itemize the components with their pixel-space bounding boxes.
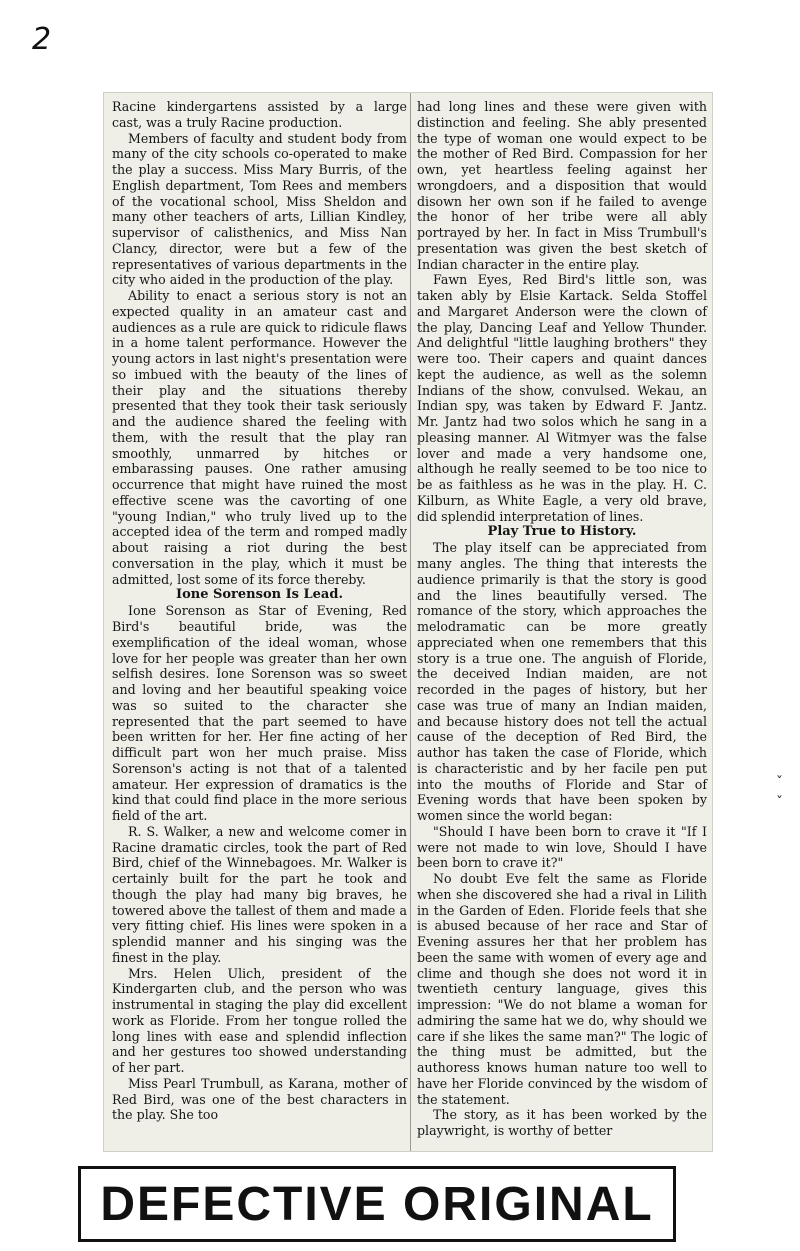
article-paragraph: The story, as it has been worked by the playwright, is worthy of better (417, 1107, 707, 1138)
article-paragraph: Miss Pearl Trumbull, as Karana, mother of Red Bird, was one of the best characters in the play. She too (112, 1075, 407, 1123)
column-divider (410, 93, 411, 1151)
article-column-right (417, 99, 707, 1139)
article-paragraph: Racine kindergartens assisted by a large cast, was a truly Racine production. (112, 99, 407, 130)
article-paragraph: Fawn Eyes, Red Bird's little son, was taken ably by Elsie Kartack. Selda Stoffel and Margaret Anderson were the clown of the play, Dancing Leaf and Yellow Thunder. And delightful "little laughing brothers" they were too. Their capers and quaint dances kept the audience, as well as the solemn Indians of the show, convulsed. Wekau, an Indian spy, was taken by Edward F. Jantz. Mr. Jantz had two solos which he sang in a pleasing manner. Al Witmyer was the false lover and made a very handsome one, although he really seemed to be too nice to be as faithless as he was in the play. H. C. Kilburn, as White Eagle, a very old brave, did splendid interpretation of lines. (417, 272, 707, 524)
defective-original-stamp (78, 1166, 676, 1242)
article-paragraph: "Should I have been born to crave it "If I were not made to win love, Should I have been born to crave it?" (417, 823, 707, 871)
article-column-left (112, 99, 407, 1123)
section-heading: Play True to History. (487, 524, 637, 540)
article-paragraph: The play itself can be appreciated from many angles. The thing that interests the audience primarily is that the story is good and the lines beautifully versed. The romance of the story, which approaches the melodramatic can be more greatly appreciated when one remembers that this story is a true one. The anguish of Floride, the deceived Indian maiden, are not recorded in the pages of history, but her case was true of many an Indian maiden, and because history does not tell the actual cause of the deception of Red Bird, the author has taken the case of Floride, which is characteristic and by her facile pen put into the mouths of Floride and Star of Evening words that have been spoken by women since the world began: (417, 540, 707, 823)
margin-mark: ˇ (776, 795, 783, 811)
article-paragraph: No doubt Eve felt the same as Floride when she discovered she had a rival in Lilith in the Garden of Eden. Floride feels that she is abused because of her race and Star of Evening assures her that her problem has been the same with women of every age and clime and though she does not word it in twentieth century language, gives this impression: "We do not blame a woman for admiring the same hat we do, why should we care if she likes the same man?" The logic of the thing must be admitted, but the authoress knows human nature too well to have her Floride convinced by the wisdom of the statement. (417, 871, 707, 1107)
article-paragraph: Members of faculty and student body from many of the city schools co-operated to make the play a success. Miss Mary Burris, of the English department, Tom Rees and members of the vocational school, Miss Sheldon and many other teachers of arts, Lillian Kindley, supervisor of calisthenics, and Miss Nan Clancy, director, were but a few of the representatives of various departments in the city who aided in the production of the play. (112, 130, 407, 288)
article-paragraph: Ability to enact a serious story is not an expected quality in an amateur cast and audiences as a rule are quick to ridicule flaws in a home talent performance. However the young actors in last night's presentation were so imbued with the beauty of the lines of their play and the situations thereby presented that they took their task seriously and the audience shared the feeling with them, with the result that the play ran smoothly, unmarred by hitches or embarassing pauses. One rather amusing occurrence that might have ruined the most effective scene was the cavorting of one "young Indian," who truly lived up to the accepted idea of the term and romped madly about raising a riot during the best conversation in the play, which it must be admitted, lost some of its force thereby. (112, 288, 407, 587)
page-number: 2 (32, 22, 52, 57)
article-paragraph: Ione Sorenson as Star of Evening, Red Bird's beautiful bride, was the exemplification of the ideal woman, whose love for her people was greater than her own selfish desires. Ione Sorenson was so sweet and loving and her beautiful speaking voice was so suited to the character she represented that the part seemed to have been written for her. Her fine acting of her difficult part won her much praise. Miss Sorenson's acting is not that of a talented amateur. Her expression of dramatics is the kind that could find place in the more serious field of the art. (112, 603, 407, 823)
stamp-label: DEFECTIVE ORIGINAL (100, 1177, 654, 1231)
margin-mark: ˇ (776, 775, 783, 791)
newspaper-clipping (103, 92, 713, 1152)
section-heading: Ione Sorenson Is Lead. (176, 587, 343, 603)
article-paragraph: Mrs. Helen Ulich, president of the Kindergarten club, and the person who was instrumental in staging the play did excellent work as Floride. From her tongue rolled the long lines with ease and splendid inflection and her gestures too showed understanding of her part. (112, 965, 407, 1075)
article-paragraph: had long lines and these were given with distinction and feeling. She ably presented the type of woman one would expect to be the mother of Red Bird. Compassion for her own, yet heartless feeling against her wrongdoers, and a disposition that would disown her own son if he failed to avenge the honor of her tribe were all ably portrayed by her. In fact in Miss Trumbull's presentation was given the best sketch of Indian character in the entire play. (417, 99, 707, 272)
article-paragraph: R. S. Walker, a new and welcome comer in Racine dramatic circles, took the part of Red Bird, chief of the Winnebagoes. Mr. Walker is certainly built for the part he took and though the play had many big braves, he towered above the tallest of them and made a very fitting chief. His lines were spoken in a splendid manner and his singing was the finest in the play. (112, 823, 407, 965)
